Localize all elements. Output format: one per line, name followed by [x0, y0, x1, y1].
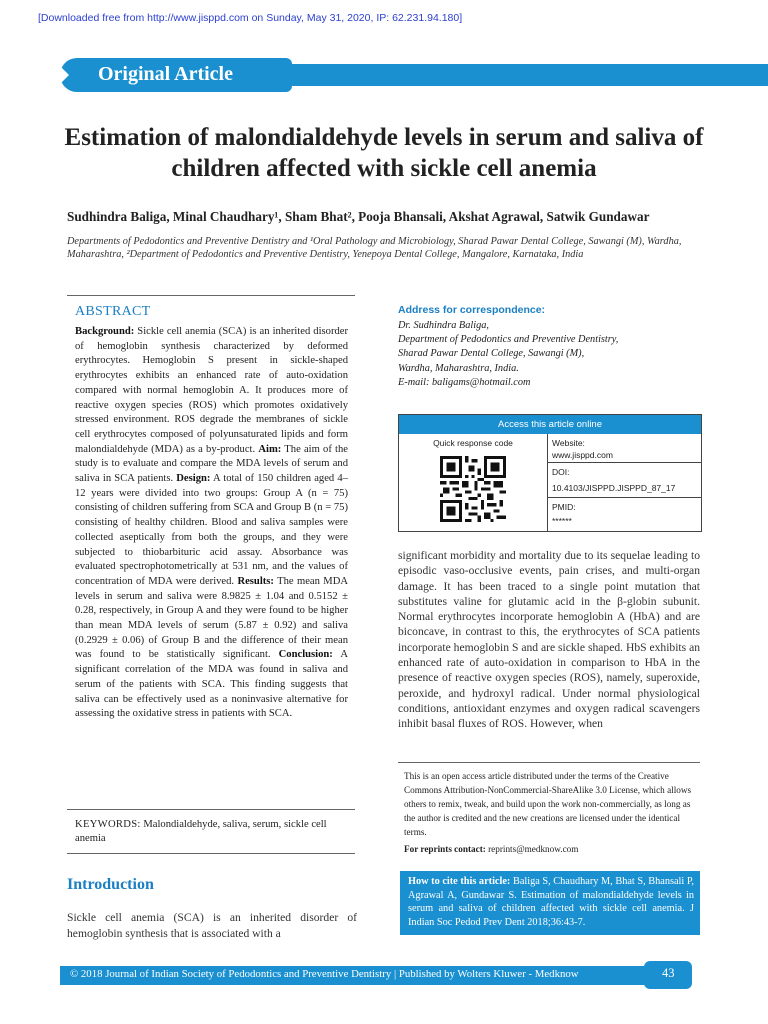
correspondence-line: Wardha, Maharashtra, India. — [398, 362, 519, 374]
pmid-value: ****** — [552, 516, 572, 526]
correspondence-heading: Address for correspondence: — [398, 304, 546, 316]
abstract-body — [75, 325, 348, 722]
introduction-heading: Introduction — [67, 876, 154, 893]
keywords-label: KEYWORDS: — [75, 819, 141, 830]
citation — [408, 875, 694, 929]
abstract-background-label: Background: — [75, 326, 135, 337]
keywords — [75, 818, 348, 846]
abstract-design-label: Design: — [176, 473, 211, 485]
how-to-cite-box — [400, 871, 700, 935]
page-number: 43 — [662, 966, 675, 980]
license-top-rule — [398, 762, 700, 763]
correspondence-line: Dr. Sudhindra Baliga, — [398, 320, 489, 331]
abstract-aim-label: Aim: — [258, 443, 282, 455]
reprints-label: For reprints contact: — [404, 844, 486, 854]
correspondence-address — [398, 319, 718, 390]
abstract-heading: ABSTRACT — [75, 304, 151, 319]
access-article-box — [398, 414, 702, 532]
abstract-conclusion: A significant correlation of the MDA was found in saliva and serum of the patients with SCA. This finding suggests that saliva can be effectively used as a noninvasive alternative for assessing the oxidative stress in patients with SCA. — [75, 649, 348, 720]
abstract-bottom-rule — [67, 853, 355, 854]
website-label: Website: — [552, 438, 585, 448]
abstract-top-rule — [67, 295, 355, 296]
correspondence-line: Department of Pedodontics and Preventive Dentistry, — [398, 334, 619, 346]
doi-cell — [548, 466, 701, 494]
affiliation: Departments of Pedodontics and Preventive Dentistry and ¹Oral Pathology and Microbiology, Sharad Pawar Dental College, Sawangi (M), Wardha, Maharashtra, ²Department of Pedodontics and Preventive Dentistry, Yenepoya Dental College, Mangalore, Karnataka, India — [67, 236, 682, 261]
qr-label: Quick response code — [433, 438, 513, 448]
correspondence-line: Sharad Pawar Dental College, Sawangi (M), — [398, 348, 585, 360]
cite-label: How to cite this article: — [408, 876, 511, 887]
footer-text: © 2018 Journal of Indian Society of Pedodontics and Preventive Dentistry | Published by Wolters Kluwer - Medknow — [70, 968, 579, 980]
doi-value[interactable]: 10.4103/JISPPD.JISPPD_87_17 — [552, 483, 676, 493]
abstract-background: Sickle cell anemia (SCA) is an inherited disorder of hemoglobin synthesis characterized by deformed erythrocytes. Hemoglobin S present in sickle-shaped erythrocytes exhibits an enhanced rate of auto-oxidation compared with normal hemoglobin A. It produces more of reactive oxygen species (ROS) which promotes oxidatively stressed environment. ROS degrade the membranes of sickle cell erythrocytes composed of polyunsaturated lipids and form malondialdehyde (MDA) as a by-product. — [75, 326, 348, 455]
abstract-design: A total of 150 children aged 4–12 years were divided into two groups: Group A (n = 75) consisting of children suffering from SCA and Group B (n = 75) consisting of healthy children. Blood and saliva samples were collected aseptically from both the groups, and they were subjected to thiobarbituric acid assay. Absorbance was evaluated spectrophotometrically at 531 nm, and the values of concentration of MDA were derived. — [75, 473, 348, 587]
qr-code-icon[interactable] — [440, 454, 506, 524]
author-list: Sudhindra Baliga, Minal Chaudhary¹, Sham Bhat², Pooja Bhansali, Akshat Agrawal, Satwik Gundawar — [67, 209, 650, 224]
access-heading: Access this article online — [399, 415, 701, 434]
meta-divider — [548, 462, 701, 463]
article-type-label: Original Article — [98, 63, 233, 85]
doi-label: DOI: — [552, 467, 570, 477]
banner-notch — [60, 66, 69, 84]
introduction-text: Sickle cell anemia (SCA) is an inherited disorder of hemoglobin synthesis that is associated with a — [67, 911, 357, 940]
website-cell — [548, 437, 701, 461]
abstract-aim: The aim of the study is to evaluate and compare the MDA levels of serum and saliva in SCA patients. — [75, 443, 348, 485]
download-notice: [Downloaded free from http://www.jisppd.com on Sunday, May 31, 2020, IP: 62.231.94.180] — [38, 12, 463, 24]
body-text-right-column: significant morbidity and mortality due to its sequelae leading to episodic vaso-occlusive events, pain crises, and multi-organ damage. It has been traced to a single point mutation that substitutes valine for glutamic acid in the β-globin subunit. Normal erythrocytes incorporate hemoglobin A (HbA) and are biconcave, in contrast to this, the erythrocytes of SCA patients incorporate hemoglobin S and are sickle shaped. HbS exhibits an enhanced rate of auto-oxidation in comparison to HbA in the presence of reactive oxygen species (ROS), namely, superoxide, peroxide, and hydroxyl radical. Under normal physiological conditions, antioxidant enzymes and oxygen radical scavengers inhibit basal fluxes of ROS. However, when — [398, 549, 701, 731]
reprints-contact — [404, 844, 578, 854]
license-text: This is an open access article distributed under the terms of the Creative Commons Attribution-NonCommercial-ShareAlike 3.0 License, which allows others to remix, tweak, and build upon the work non-commercially, as long as the author is credited and the new creations are licensed under the identical terms. — [404, 771, 692, 837]
abstract-results-label: Results: — [237, 575, 274, 587]
abstract-results: The mean MDA levels in serum and saliva were 8.9825 ± 1.04 and 0.5152 ± 0.28, respectively, in Group A and they were found to be higher than mean MDA levels of serum (5.87 ± 0.92) and saliva (0.2929 ± 0.06) of Group B and the difference of their mean was found to be statistically significant. — [75, 575, 348, 661]
keywords-text: Malondialdehyde, saliva, serum, sickle cell anemia — [75, 819, 327, 844]
pmid-cell — [548, 501, 701, 527]
reprints-email[interactable]: reprints@medknow.com — [485, 844, 579, 854]
keywords-top-rule — [67, 809, 355, 810]
qr-column — [399, 434, 548, 531]
correspondence-email: E-mail: baligams@hotmail.com — [398, 376, 531, 388]
meta-divider — [548, 497, 701, 498]
article-title: Estimation of malondialdehyde levels in serum and saliva of children affected with sickle cell anemia — [64, 124, 704, 182]
abstract-conclusion-label: Conclusion: — [278, 649, 333, 661]
website-link[interactable]: www.jisppd.com — [552, 450, 613, 460]
cite-text: Baliga S, Chaudhary M, Bhat S, Bhansali P, Agrawal A, Gundawar S. Estimation of malondialdehyde levels in serum and saliva of children affected with sickle cell anemia. J Indian Soc Pedod Prev Dent 2018;36:43-7. — [408, 876, 694, 928]
pmid-label: PMID: — [552, 502, 576, 512]
